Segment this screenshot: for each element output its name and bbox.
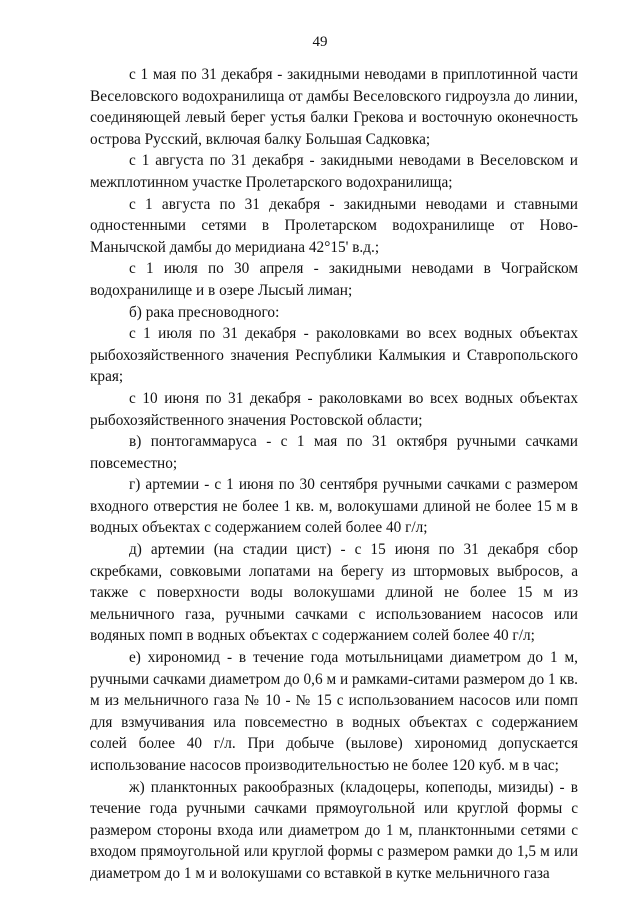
paragraph-crayfish-kalmykia: с 1 июля по 31 декабря - раколовками во всех водных объектах рыбохозяйственного значения Республики Калмыкия и Ставропольского края; [90,325,578,386]
document-body [90,64,578,885]
paragraph-chironomids: е) хирономид - в течение года мотыльницами диаметром до 1 м, ручными сачками диаметром до 0,6 м и рамками-ситами размером до 1 кв. м из мельничного газа № 10 - № 15 с использованием насосов или помп для взмучивания ила повсеместно в водных объектах с содержанием солей более 40 г/л. При добыче (вылове) хирономид допускается использование насосов производительностью не более 120 куб. м в час; [90,649,578,774]
paragraph-chograysky-july: с 1 июля по 30 апреля - закидными неводами в Чограйском водохранилище и в озере Лысый лиман; [90,260,578,299]
paragraph-artemia: г) артемии - с 1 июня по 30 сентября ручными сачками с размером входного отверстия не более 1 кв. м, волокушами длиной не более 15 м в водных объектах с содержанием солей более 40 г/л; [90,476,578,537]
paragraph-veselovsky-august: с 1 августа по 31 декабря - закидными неводами в Веселовском и межплотинном участке Пролетарского водохранилища; [90,152,578,191]
paragraph-plankton-crustaceans: ж) планктонных ракообразных (кладоцеры, копеподы, мизиды) - в течение года ручными сачками прямоугольной или круглой формы с размером стороны входа или диаметром до 1 м, планктонными сетями с входом прямоугольной или круглой формы с размером рамки до 1,5 м или диаметром до 1 м и волокушами со вставкой в кутке мельничного газа [90,778,578,882]
paragraph-crayfish-rostov: с 10 июня по 31 декабря - раколовками во всех водных объектах рыбохозяйственного значения Ростовской области; [90,389,578,429]
page-number: 49 [312,34,328,50]
paragraph-artemia-cysts: д) артемии (на стадии цист) - с 15 июня по 31 декабря сбор скребками, совковыми лопатами на берегу из штормовых выбросов, а также с поверхности воды волокушами длиной не более 15 м из мельничного газа, ручными сачками с использованием насосов или водяных помп в водных объектах с содержанием солей более 40 г/л; [90,541,578,645]
paragraph-pontogammarus: в) понтогаммаруса - с 1 мая по 31 октября ручными сачками повсеместно; [90,433,578,472]
paragraph-proletarsky-august: с 1 августа по 31 декабря - закидными неводами и ставными одностенными сетями в Пролетарском водохранилище от Ново-Манычской дамбы до меридиана 42°15' в.д.; [90,195,578,256]
paragraph-crayfish-heading: б) рака пресноводного: [129,303,280,321]
paragraph-veselovsky-may: с 1 мая по 31 декабря - закидными неводами в приплотинной части Веселовского водохранилища от дамбы Веселовского гидроузла до линии, соединяющей левый берег устья балки Грекова и восточную оконечность острова Русский, включая балку Большая Садковка; [90,66,578,148]
